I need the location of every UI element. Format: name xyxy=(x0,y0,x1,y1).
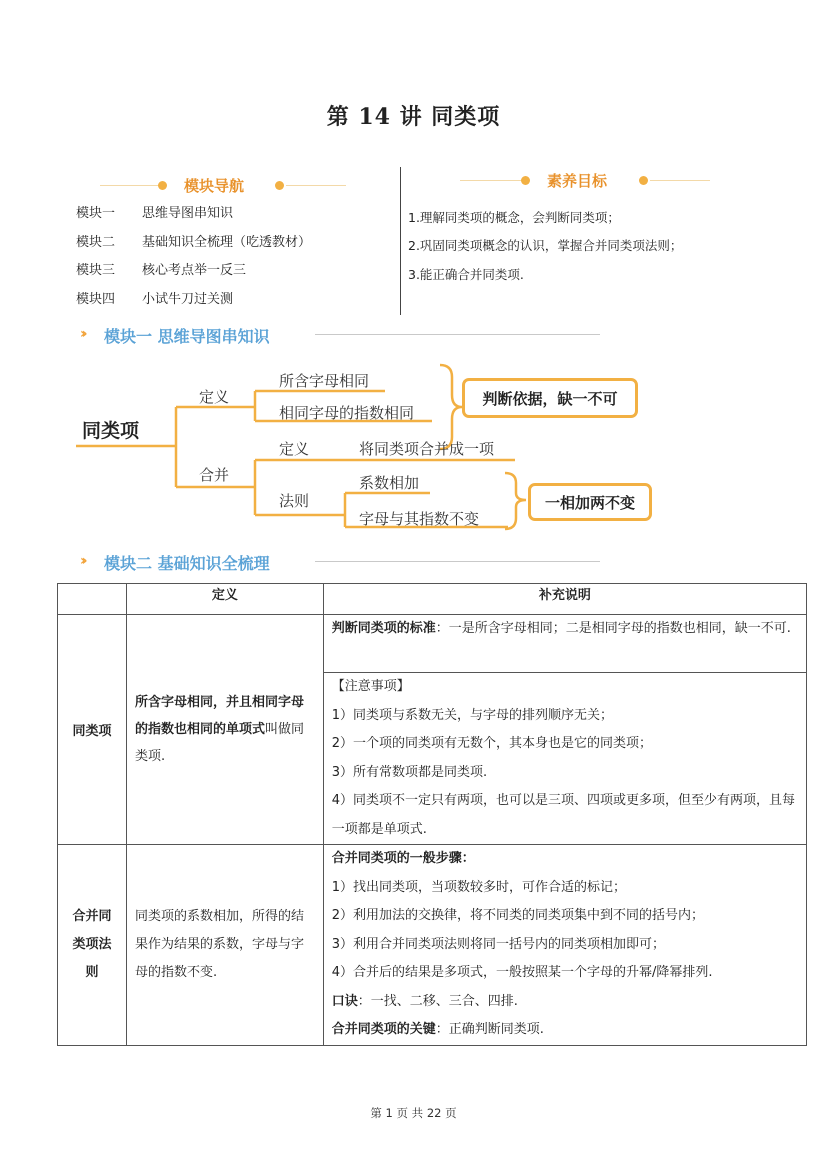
steps-title: 合并同类项的一般步骤： xyxy=(331,851,475,866)
mindmap-leaf: 法则 xyxy=(279,492,310,510)
attention-item: 1）同类项与系数无关，与字母的排列顺序无关； xyxy=(331,707,613,723)
goal-item: 3.能正确合并同类项. xyxy=(408,267,524,282)
table-header-row xyxy=(58,584,807,615)
nav-item xyxy=(76,202,234,221)
mnemonic-label: 口诀 xyxy=(331,993,358,1009)
nav-item-num: 模块一 xyxy=(76,206,116,221)
attention-item: 2）一个项的同类项有无数个，其本身也是它的同类项； xyxy=(331,736,652,751)
definition-text: 叫做同类项. xyxy=(134,722,304,764)
nav-item-num: 模块三 xyxy=(76,263,116,278)
nav-item-num: 模块二 xyxy=(76,235,116,250)
definition-bold: 所含字母相同，并且相同字母的指数也相同的单项式 xyxy=(134,695,304,737)
mindmap-root: 同类项 xyxy=(82,420,140,442)
nav-item-num: 模块四 xyxy=(76,292,116,307)
attention-item: 3）所有常数项都是同类项. xyxy=(331,764,488,780)
note-cell xyxy=(323,615,806,673)
step-item: 3）利用合并同类项法则将同一括号内的同类项相加即可； xyxy=(331,936,665,952)
mindmap-branch-label: 定义 xyxy=(199,388,230,406)
definition-cell xyxy=(126,615,323,845)
mindmap-leaf: 系数相加 xyxy=(359,474,420,492)
divider xyxy=(315,334,600,335)
attention-title: 【注意事项】 xyxy=(331,679,410,694)
dot-icon xyxy=(521,176,530,185)
mindmap-summary-box: 判断依据，缺一不可 xyxy=(462,378,638,418)
table-row xyxy=(58,845,807,1046)
note-cell xyxy=(323,673,806,845)
definition-cell xyxy=(126,845,323,1046)
key-label: 合并同类项的关键 xyxy=(331,1022,436,1037)
attention-item: 4）同类项不一定只有两项，也可以是三项、四项或更多项，但至少有两项，且每一项都是单项式. xyxy=(331,793,795,837)
divider xyxy=(460,180,522,181)
table-header-cell xyxy=(58,584,127,615)
dot-icon xyxy=(275,181,284,190)
definition-text: 同类项的系数相加，所得的结果作为结果的系数，字母与字母的指数不变. xyxy=(134,908,304,980)
note-text: ：一是所含字母相同；二是相同字母的指数也相同，缺一不可. xyxy=(435,621,791,636)
nav-item-text: 基础知识全梳理（吃透教材） xyxy=(142,235,312,250)
dot-icon xyxy=(639,176,648,185)
note-bold: 判断同类项的标准 xyxy=(331,621,436,636)
double-chevron-icon: ›› xyxy=(80,553,84,569)
module1-heading: 模块一 思维导图串知识 xyxy=(104,327,270,346)
key-text: ：正确判断同类项. xyxy=(435,1022,544,1037)
nav-item-text: 思维导图串知识 xyxy=(142,206,234,221)
page-footer: 第 1 页 共 22 页 xyxy=(370,1106,457,1120)
row-label: 同类项 xyxy=(58,615,127,845)
goal-item: 2.巩固同类项概念的认识，掌握合并同类项法则； xyxy=(408,238,683,253)
column-divider xyxy=(400,167,401,315)
divider xyxy=(286,185,346,186)
divider xyxy=(100,185,160,186)
nav-heading: 模块导航 xyxy=(184,177,245,195)
page-title: 第 14 讲 同类项 xyxy=(326,104,501,130)
note-cell xyxy=(323,845,806,1046)
goals-heading: 素养目标 xyxy=(547,172,608,190)
mindmap-summary-box: 一相加两不变 xyxy=(528,483,652,521)
table-row xyxy=(58,615,807,673)
divider xyxy=(650,180,710,181)
nav-item xyxy=(76,288,234,307)
double-chevron-icon: ›› xyxy=(80,326,84,342)
table-header-cell: 补充说明 xyxy=(323,584,806,615)
nav-item xyxy=(76,231,312,250)
step-item: 4）合并后的结果是多项式，一般按照某一个字母的升幂/降幂排列. xyxy=(331,965,713,980)
nav-item-text: 小试牛刀过关测 xyxy=(142,292,234,307)
mnemonic-text: ：一找、二移、三合、四排. xyxy=(357,993,518,1009)
module2-heading: 模块二 基础知识全梳理 xyxy=(104,554,270,573)
nav-item-text: 核心考点举一反三 xyxy=(142,263,247,278)
table-header-cell: 定义 xyxy=(126,584,323,615)
dot-icon xyxy=(158,181,167,190)
mindmap-leaf: 定义 xyxy=(279,440,310,458)
step-item: 1）找出同类项，当项数较多时，可作合适的标记； xyxy=(331,879,626,895)
goal-item: 1.理解同类项的概念，会判断同类项； xyxy=(408,210,620,225)
mindmap-leaf: 相同字母的指数相同 xyxy=(279,404,415,422)
mindmap-leaf: 所含字母相同 xyxy=(279,372,370,390)
row-label: 合并同类项法则 xyxy=(58,845,127,1046)
mindmap-leaf: 将同类项合并成一项 xyxy=(359,440,495,458)
step-item: 2）利用加法的交换律，将不同类的同类项集中到不同的括号内； xyxy=(331,908,704,923)
knowledge-table xyxy=(57,583,807,1046)
divider xyxy=(315,561,600,562)
mindmap-branch-label: 合并 xyxy=(199,466,230,484)
nav-item xyxy=(76,259,247,278)
mindmap-leaf: 字母与其指数不变 xyxy=(359,510,480,528)
